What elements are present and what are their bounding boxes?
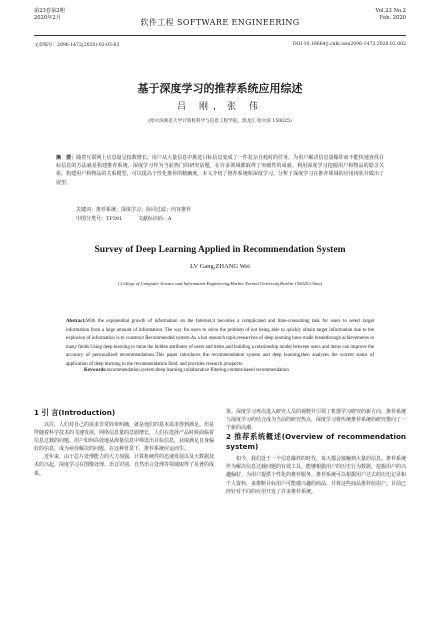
abstract-text-chinese: 随着互联网上信息量呈指数增长，用户从大量信息中挑选目标信息变成了一件复杂且耗时的任务。为用户解决信息量爆炸而不能快速查找目标信息的方法就是构建推荐系统。深度学习作为当前热门的研究话题，在许多领域都取得了突破性的成就。利用深度学习挖掘用户和物品的隐含关系，构建用户和物品的关系模型，可以提高个性化推荐的精确度。本文介绍了推荐系统和深度学习，分析了深度学习在推荐领域的应用现状并做出了展望。 xyxy=(56,155,384,186)
classification-chinese xyxy=(76,215,384,222)
abstract-label-chinese: 摘 要： xyxy=(56,155,77,161)
title-chinese: 基于深度学习的推荐系统应用综述 xyxy=(137,82,303,95)
keywords-chinese: 关键词：推荐系统；深度学习；协同过滤；内容推荐 xyxy=(76,207,192,213)
body-column-right xyxy=(226,408,406,496)
authors-chinese: 吕 刚，张 伟 xyxy=(177,102,263,112)
doi: DOI:10.16664/j.cnki.issn2096-1472.2020.02.002 xyxy=(292,42,406,47)
journal-name: 软件工程 SOFTWARE ENGINEERING xyxy=(140,18,300,27)
section-heading-introduction: 1 引 言(Introduction) xyxy=(34,408,116,417)
header-volume-line: 第23卷第2期 xyxy=(34,8,65,14)
header-volume-en-line: Vol.23 No.2 xyxy=(375,8,406,14)
abstract-text-english: With the exponential growth of information on the Internet,it becomes a complicated and time-consuming task for users to select target information from a large amount of information. The way for users to solve the problem of not being able to quickly obtain target information due to the explosion of information is to construct Recommended system.As a hot research topic,researches of deep learning have made breakthrough achievements in many fields.Using deep learning to mine the hidden attributes of users and items,and building a relationship model between users and items can improve the accuracy of personalized recommendations.This paper introduces the recommendation system and deep learning,then analyzes the current status of application of deep learning in the recommendation field, and provides research prospects. xyxy=(66,319,374,367)
running-header xyxy=(34,8,406,36)
title-english: Survey of Deep Learning Applied in Recommendation System xyxy=(94,245,346,255)
abstract-english xyxy=(66,318,374,370)
body-paragraph: 如今，我们处于一个信息爆炸的时代，每天都会接触到大量的信息。推荐系统作为解决信息过载问题的有效工具，能够根据用户的历史行为数据，挖掘用户的兴趣偏好，为用户提供个性化的推荐服务。推荐系统可以根据用户过去的历史记录和个人资料，来推断目标用户可能感兴趣的商品，并将这些商品推荐给用户。目前已经针对不同的应用开发了许多推荐系统。 xyxy=(226,456,407,495)
document-code: 文献标识码：A xyxy=(137,216,172,222)
abstract-label-english: Abstract: xyxy=(66,319,86,324)
clc-number: 中图分类号：TP391 xyxy=(76,216,123,222)
header-date-line: 2020年2月 xyxy=(34,15,61,21)
affiliation-english: ( College of Computer Science and Information Engineering,Harbin Normal University,Harbin 150025,China) xyxy=(117,281,323,286)
article-number: 文章编号：2096-1472(2020)-02-05-03 xyxy=(34,43,120,48)
authors-english: LV Gang,ZHANG Wei xyxy=(190,263,250,270)
body-paragraph: 果。深度学习再次进入研究人员的视野并引领了机器学习研究的新方向。推荐系统与深度学习的结合成为当前的研究热点，深度学习将传统推荐系统的研究推向了一个新的高潮。 xyxy=(226,409,407,432)
keywords-label-english: Keywords: xyxy=(84,368,107,373)
body-paragraph: 近年来，由于芯片处理能力的大力加强，计算机硬件的迅速发展以及大数据技术的兴起，深度学习在图像处理、语音识别、自然语言处理等领域取得了显著的成果。 xyxy=(34,454,215,477)
keywords-english xyxy=(84,368,374,373)
header-date-en-line: Feb. 2020 xyxy=(379,15,406,21)
body-column-left xyxy=(34,408,214,478)
section-heading-overview: 2 推荐系统概述(Overview of recommendation system) xyxy=(226,432,406,452)
article-meta xyxy=(34,42,406,48)
abstract-chinese xyxy=(56,154,384,187)
keywords-text-english: recommendation system;deep learning;collaborative filtering;content-based recommendation xyxy=(106,368,289,373)
header-volume-en xyxy=(376,8,406,22)
body-paragraph: 以往，人们对自己的需求非常简单明确，就是他们的基本需求得到满足。但是伴随着科学技术的飞速发展，网络信息量的急剧增长，人们在选择产品时候面临着信息过载的问题。用户如何高效地从海量信息中筛选出目标信息，获取满足自身偏好的信息，成为亟待解决的问题。在这种背景下，推荐系统应运而生。 xyxy=(34,422,215,453)
affiliation-chinese: (哈尔滨师范大学计算机科学与信息工程学院，黑龙江 哈尔滨 150025) xyxy=(148,119,292,124)
